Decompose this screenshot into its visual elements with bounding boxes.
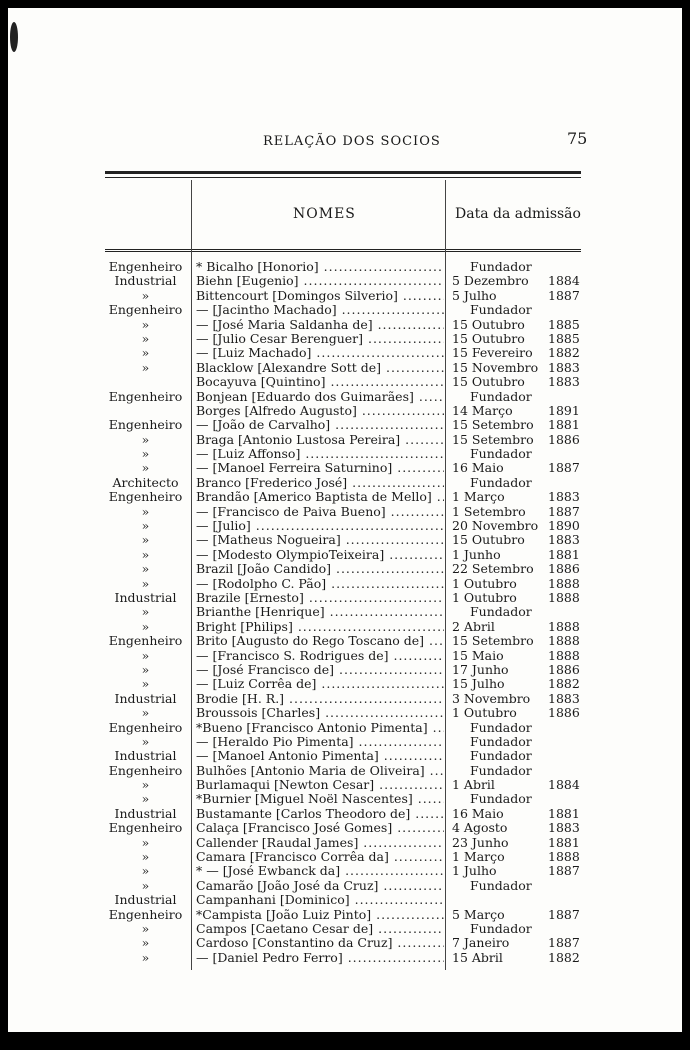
top-rule-thick	[105, 171, 581, 174]
row-profession: »	[141, 518, 150, 534]
row-admission-date: 1 Outubro	[452, 705, 517, 721]
row-member-name: Branco [Frederico José] .....	[196, 476, 444, 490]
row-admission-date: Fundador	[470, 446, 532, 462]
table-row	[8, 490, 682, 504]
header-rule-2	[105, 251, 581, 252]
row-member-name: Bocayuva [Quintino] .....	[196, 375, 444, 389]
row-profession: »	[141, 316, 150, 332]
row-admission-year: 1891	[548, 402, 580, 418]
row-admission-year: 1884	[548, 777, 580, 793]
row-member-name: Camarão [João José da Cruz] .....	[196, 879, 444, 893]
row-admission-date: 1 Outubro	[452, 575, 517, 591]
row-profession: Engenheiro	[108, 417, 183, 433]
row-member-name: — [João de Carvalho] .....	[196, 418, 444, 432]
row-profession: »	[141, 561, 150, 577]
row-admission-date: 20 Novembro	[452, 518, 539, 534]
table-row	[8, 735, 682, 749]
row-profession: »	[141, 733, 150, 749]
row-admission-date: 5 Março	[452, 906, 505, 922]
row-member-name: * — [José Ewbanck da] .....	[196, 864, 444, 878]
row-member-name: Camara [Francisco Corrêa da] .....	[196, 850, 444, 864]
row-profession: Architecto	[112, 474, 179, 490]
row-admission-date: Fundador	[470, 733, 532, 749]
table-row	[8, 447, 682, 461]
row-admission-date: 1 Março	[452, 849, 505, 865]
row-profession: »	[141, 849, 150, 865]
table-row	[8, 850, 682, 864]
row-profession: Engenheiro	[108, 633, 183, 649]
document-page	[8, 8, 682, 1032]
table-row	[8, 591, 682, 605]
header-rule-1	[105, 249, 581, 250]
column-header-data: Data da admissão	[455, 206, 581, 222]
row-profession: »	[141, 330, 150, 346]
row-admission-date: 1 Abril	[452, 777, 495, 793]
row-admission-date: 1 Setembro	[452, 503, 526, 519]
table-row	[8, 562, 682, 576]
row-admission-year: 1887	[548, 935, 580, 951]
row-admission-date: Fundador	[470, 920, 532, 936]
row-admission-date: Fundador	[470, 791, 532, 807]
row-member-name: Biehn [Eugenio] .....	[196, 274, 444, 288]
row-admission-date: 7 Janeiro	[452, 935, 510, 951]
table-row	[8, 821, 682, 835]
row-admission-year: 1886	[548, 431, 580, 447]
row-admission-date: Fundador	[470, 388, 532, 404]
table-row	[8, 260, 682, 274]
row-admission-date: 15 Abril	[452, 949, 503, 965]
row-admission-date: Fundador	[470, 762, 532, 778]
row-profession: »	[141, 920, 150, 936]
row-admission-date: 1 Março	[452, 489, 505, 505]
row-member-name: Borges [Alfredo Augusto] .....	[196, 404, 444, 418]
table-row	[8, 274, 682, 288]
row-profession: Engenheiro	[108, 820, 183, 836]
row-admission-year: 1890	[548, 518, 580, 534]
row-profession: »	[141, 777, 150, 793]
table-row	[8, 505, 682, 519]
row-profession: Engenheiro	[108, 388, 183, 404]
row-profession: »	[141, 647, 150, 663]
row-admission-year: 1882	[548, 949, 580, 965]
row-member-name: Bulhões [Antonio Maria de Oliveira] .....	[196, 764, 444, 778]
table-row	[8, 721, 682, 735]
row-admission-date: 14 Março	[452, 402, 513, 418]
row-profession: Industrial	[114, 805, 177, 821]
row-member-name: *Bueno [Francisco Antonio Pimenta] .....	[196, 721, 444, 735]
row-admission-year: 1888	[548, 589, 580, 605]
row-admission-date: 15 Outubro	[452, 532, 525, 548]
row-admission-date: 5 Dezembro	[452, 273, 529, 289]
table-row	[8, 461, 682, 475]
row-member-name: Campanhani [Dominico] .....	[196, 893, 444, 907]
row-member-name: — [Julio Cesar Berenguer] .....	[196, 332, 444, 346]
row-profession: »	[141, 546, 150, 562]
row-admission-year: 1881	[548, 834, 580, 850]
table-row	[8, 418, 682, 432]
table-row	[8, 663, 682, 677]
row-admission-year: 1887	[548, 460, 580, 476]
row-admission-date: 1 Outubro	[452, 589, 517, 605]
row-admission-year: 1888	[548, 633, 580, 649]
row-admission-date: 15 Maio	[452, 647, 504, 663]
row-admission-year: 1882	[548, 345, 580, 361]
row-profession: Industrial	[114, 589, 177, 605]
row-member-name: Blacklow [Alexandre Sott de] .....	[196, 361, 444, 375]
row-profession: Engenheiro	[108, 489, 183, 505]
row-member-name: — [Julio] .....	[196, 519, 444, 533]
row-admission-year: 1881	[548, 417, 580, 433]
page-title: RELAÇÃO DOS SOCIOS	[263, 134, 441, 149]
row-member-name: Campos [Caetano Cesar de] .....	[196, 922, 444, 936]
row-admission-date: 15 Outubro	[452, 316, 525, 332]
row-admission-date: 16 Maio	[452, 460, 504, 476]
row-member-name: Burlamaqui [Newton Cesar] .....	[196, 778, 444, 792]
row-member-name: Broussois [Charles] .....	[196, 706, 444, 720]
row-member-name: *Campista [João Luiz Pinto] .....	[196, 908, 444, 922]
row-admission-year: 1884	[548, 273, 580, 289]
row-profession: »	[141, 460, 150, 476]
table-row	[8, 792, 682, 806]
row-profession: »	[141, 676, 150, 692]
table-row	[8, 332, 682, 346]
row-profession: Industrial	[114, 690, 177, 706]
ink-blot	[10, 22, 18, 52]
row-admission-year: 1881	[548, 805, 580, 821]
row-admission-year: 1886	[548, 661, 580, 677]
row-member-name: Brandão [Americo Baptista de Mello] .....	[196, 490, 444, 504]
row-profession: Engenheiro	[108, 906, 183, 922]
row-member-name: — [Rodolpho C. Pão] .....	[196, 577, 444, 591]
row-profession: »	[141, 935, 150, 951]
row-member-name: — [Manoel Antonio Pimenta] .....	[196, 749, 444, 763]
row-admission-year: 1887	[548, 863, 580, 879]
row-member-name: — [Modesto OlympioTeixeira] .....	[196, 548, 444, 562]
table-row	[8, 836, 682, 850]
table-row	[8, 346, 682, 360]
table-row	[8, 922, 682, 936]
row-admission-date: 15 Outubro	[452, 330, 525, 346]
row-admission-date: 15 Julho	[452, 676, 505, 692]
row-profession: »	[141, 575, 150, 591]
row-profession: »	[141, 791, 150, 807]
row-admission-date: Fundador	[470, 474, 532, 490]
table-row	[8, 476, 682, 490]
row-profession: »	[141, 705, 150, 721]
row-admission-date: 15 Outubro	[452, 374, 525, 390]
row-member-name: — [José Maria Saldanha de] .....	[196, 318, 444, 332]
row-member-name: — [Daniel Pedro Ferro] .....	[196, 951, 444, 965]
table-row	[8, 951, 682, 965]
row-admission-year: 1886	[548, 705, 580, 721]
column-header-nomes: NOMES	[293, 206, 356, 222]
row-admission-year: 1882	[548, 676, 580, 692]
table-row	[8, 649, 682, 663]
row-admission-date: 15 Setembro	[452, 431, 534, 447]
row-admission-year: 1883	[548, 374, 580, 390]
row-admission-date: 23 Junho	[452, 834, 509, 850]
row-admission-date: 3 Novembro	[452, 690, 531, 706]
table-row	[8, 289, 682, 303]
row-member-name: *Burnier [Miguel Noël Nascentes] .....	[196, 792, 444, 806]
row-member-name: — [Francisco de Paiva Bueno] .....	[196, 505, 444, 519]
table-row	[8, 936, 682, 950]
table-row	[8, 605, 682, 619]
row-admission-year: 1888	[548, 575, 580, 591]
row-profession: »	[141, 618, 150, 634]
row-admission-date: 1 Julho	[452, 863, 497, 879]
row-profession: Engenheiro	[108, 719, 183, 735]
row-member-name: — [Francisco S. Rodrigues de] .....	[196, 649, 444, 663]
table-row	[8, 303, 682, 317]
row-admission-year: 1885	[548, 330, 580, 346]
members-table	[8, 260, 682, 965]
row-admission-date: Fundador	[470, 604, 532, 620]
table-row	[8, 764, 682, 778]
row-member-name: — [Luiz Corrêa de] .....	[196, 677, 444, 691]
row-profession: »	[141, 446, 150, 462]
table-row	[8, 433, 682, 447]
row-admission-year: 1886	[548, 561, 580, 577]
table-row	[8, 677, 682, 691]
table-row	[8, 778, 682, 792]
row-member-name: — [Heraldo Pio Pimenta] .....	[196, 735, 444, 749]
table-row	[8, 548, 682, 562]
row-member-name: Brianthe [Henrique] .....	[196, 605, 444, 619]
table-row	[8, 879, 682, 893]
row-admission-date: 5 Julho	[452, 287, 497, 303]
table-row	[8, 706, 682, 720]
row-admission-year: 1883	[548, 359, 580, 375]
table-row	[8, 577, 682, 591]
table-row	[8, 519, 682, 533]
row-member-name: Brodie [H. R.] .....	[196, 692, 444, 706]
row-member-name: — [Manoel Ferreira Saturnino] .....	[196, 461, 444, 475]
row-profession: »	[141, 287, 150, 303]
table-row	[8, 361, 682, 375]
row-member-name: Brito [Augusto do Rego Toscano de] .....	[196, 634, 444, 648]
row-member-name: — [Jacintho Machado] .....	[196, 303, 444, 317]
row-profession: »	[141, 359, 150, 375]
row-member-name: Callender [Raudal James] .....	[196, 836, 444, 850]
table-row	[8, 318, 682, 332]
table-row	[8, 404, 682, 418]
row-admission-date: 1 Junho	[452, 546, 501, 562]
row-profession: Engenheiro	[108, 762, 183, 778]
row-admission-date: 2 Abril	[452, 618, 495, 634]
table-row	[8, 634, 682, 648]
row-admission-date: 15 Setembro	[452, 633, 534, 649]
row-member-name: Bonjean [Eduardo dos Guimarães] .....	[196, 390, 444, 404]
table-row	[8, 533, 682, 547]
row-admission-year: 1888	[548, 849, 580, 865]
table-row	[8, 749, 682, 763]
row-admission-date: 15 Novembro	[452, 359, 539, 375]
row-admission-date: Fundador	[470, 748, 532, 764]
row-admission-year: 1887	[548, 906, 580, 922]
row-admission-year: 1883	[548, 532, 580, 548]
row-admission-date: 16 Maio	[452, 805, 504, 821]
row-admission-year: 1883	[548, 489, 580, 505]
row-profession: Industrial	[114, 892, 177, 908]
row-profession: »	[141, 503, 150, 519]
page-number: 75	[567, 129, 588, 148]
row-member-name: Bright [Philips] .....	[196, 620, 444, 634]
row-member-name: — [Luiz Affonso] .....	[196, 447, 444, 461]
table-row	[8, 807, 682, 821]
row-profession: »	[141, 604, 150, 620]
row-profession: »	[141, 345, 150, 361]
row-admission-date: 15 Fevereiro	[452, 345, 533, 361]
row-admission-year: 1883	[548, 690, 580, 706]
row-admission-date: 15 Setembro	[452, 417, 534, 433]
table-row	[8, 390, 682, 404]
row-admission-date: Fundador	[470, 259, 532, 274]
row-admission-date: Fundador	[470, 877, 532, 893]
row-member-name: Brazile [Ernesto] .....	[196, 591, 444, 605]
table-row	[8, 692, 682, 706]
row-profession: »	[141, 877, 150, 893]
row-profession: »	[141, 532, 150, 548]
row-admission-date: Fundador	[470, 719, 532, 735]
row-profession: Industrial	[114, 748, 177, 764]
row-admission-date: 22 Setembro	[452, 561, 534, 577]
row-profession: »	[141, 431, 150, 447]
row-admission-year: 1887	[548, 287, 580, 303]
row-admission-year: 1888	[548, 647, 580, 663]
row-profession: »	[141, 863, 150, 879]
row-profession: Engenheiro	[108, 259, 183, 274]
row-admission-year: 1887	[548, 503, 580, 519]
row-profession: Industrial	[114, 273, 177, 289]
table-row	[8, 375, 682, 389]
row-member-name: Cardoso [Constantino da Cruz] .....	[196, 936, 444, 950]
row-member-name: * Bicalho [Honorio] .....	[196, 260, 444, 274]
row-member-name: Calaça [Francisco José Gomes] .....	[196, 821, 444, 835]
row-admission-date: 17 Junho	[452, 661, 509, 677]
row-member-name: Braga [Antonio Lustosa Pereira] .....	[196, 433, 444, 447]
row-member-name: — [Matheus Nogueira] .....	[196, 533, 444, 547]
top-rule-thin	[105, 177, 581, 178]
row-admission-date: Fundador	[470, 302, 532, 318]
row-profession: Engenheiro	[108, 302, 183, 318]
row-profession: »	[141, 661, 150, 677]
row-admission-year: 1883	[548, 820, 580, 836]
row-member-name: — [José Francisco de] .....	[196, 663, 444, 677]
table-row	[8, 893, 682, 907]
row-member-name: Brazil [João Candido] .....	[196, 562, 444, 576]
row-profession: »	[141, 834, 150, 850]
table-row	[8, 620, 682, 634]
table-row	[8, 864, 682, 878]
row-member-name: Bittencourt [Domingos Silverio] .....	[196, 289, 444, 303]
row-profession: »	[141, 949, 150, 965]
table-row	[8, 908, 682, 922]
row-admission-year: 1881	[548, 546, 580, 562]
row-admission-date: 4 Agosto	[452, 820, 508, 836]
row-admission-year: 1888	[548, 618, 580, 634]
row-member-name: — [Luiz Machado] .....	[196, 346, 444, 360]
row-admission-year: 1885	[548, 316, 580, 332]
row-member-name: Bustamante [Carlos Theodoro de] .....	[196, 807, 444, 821]
